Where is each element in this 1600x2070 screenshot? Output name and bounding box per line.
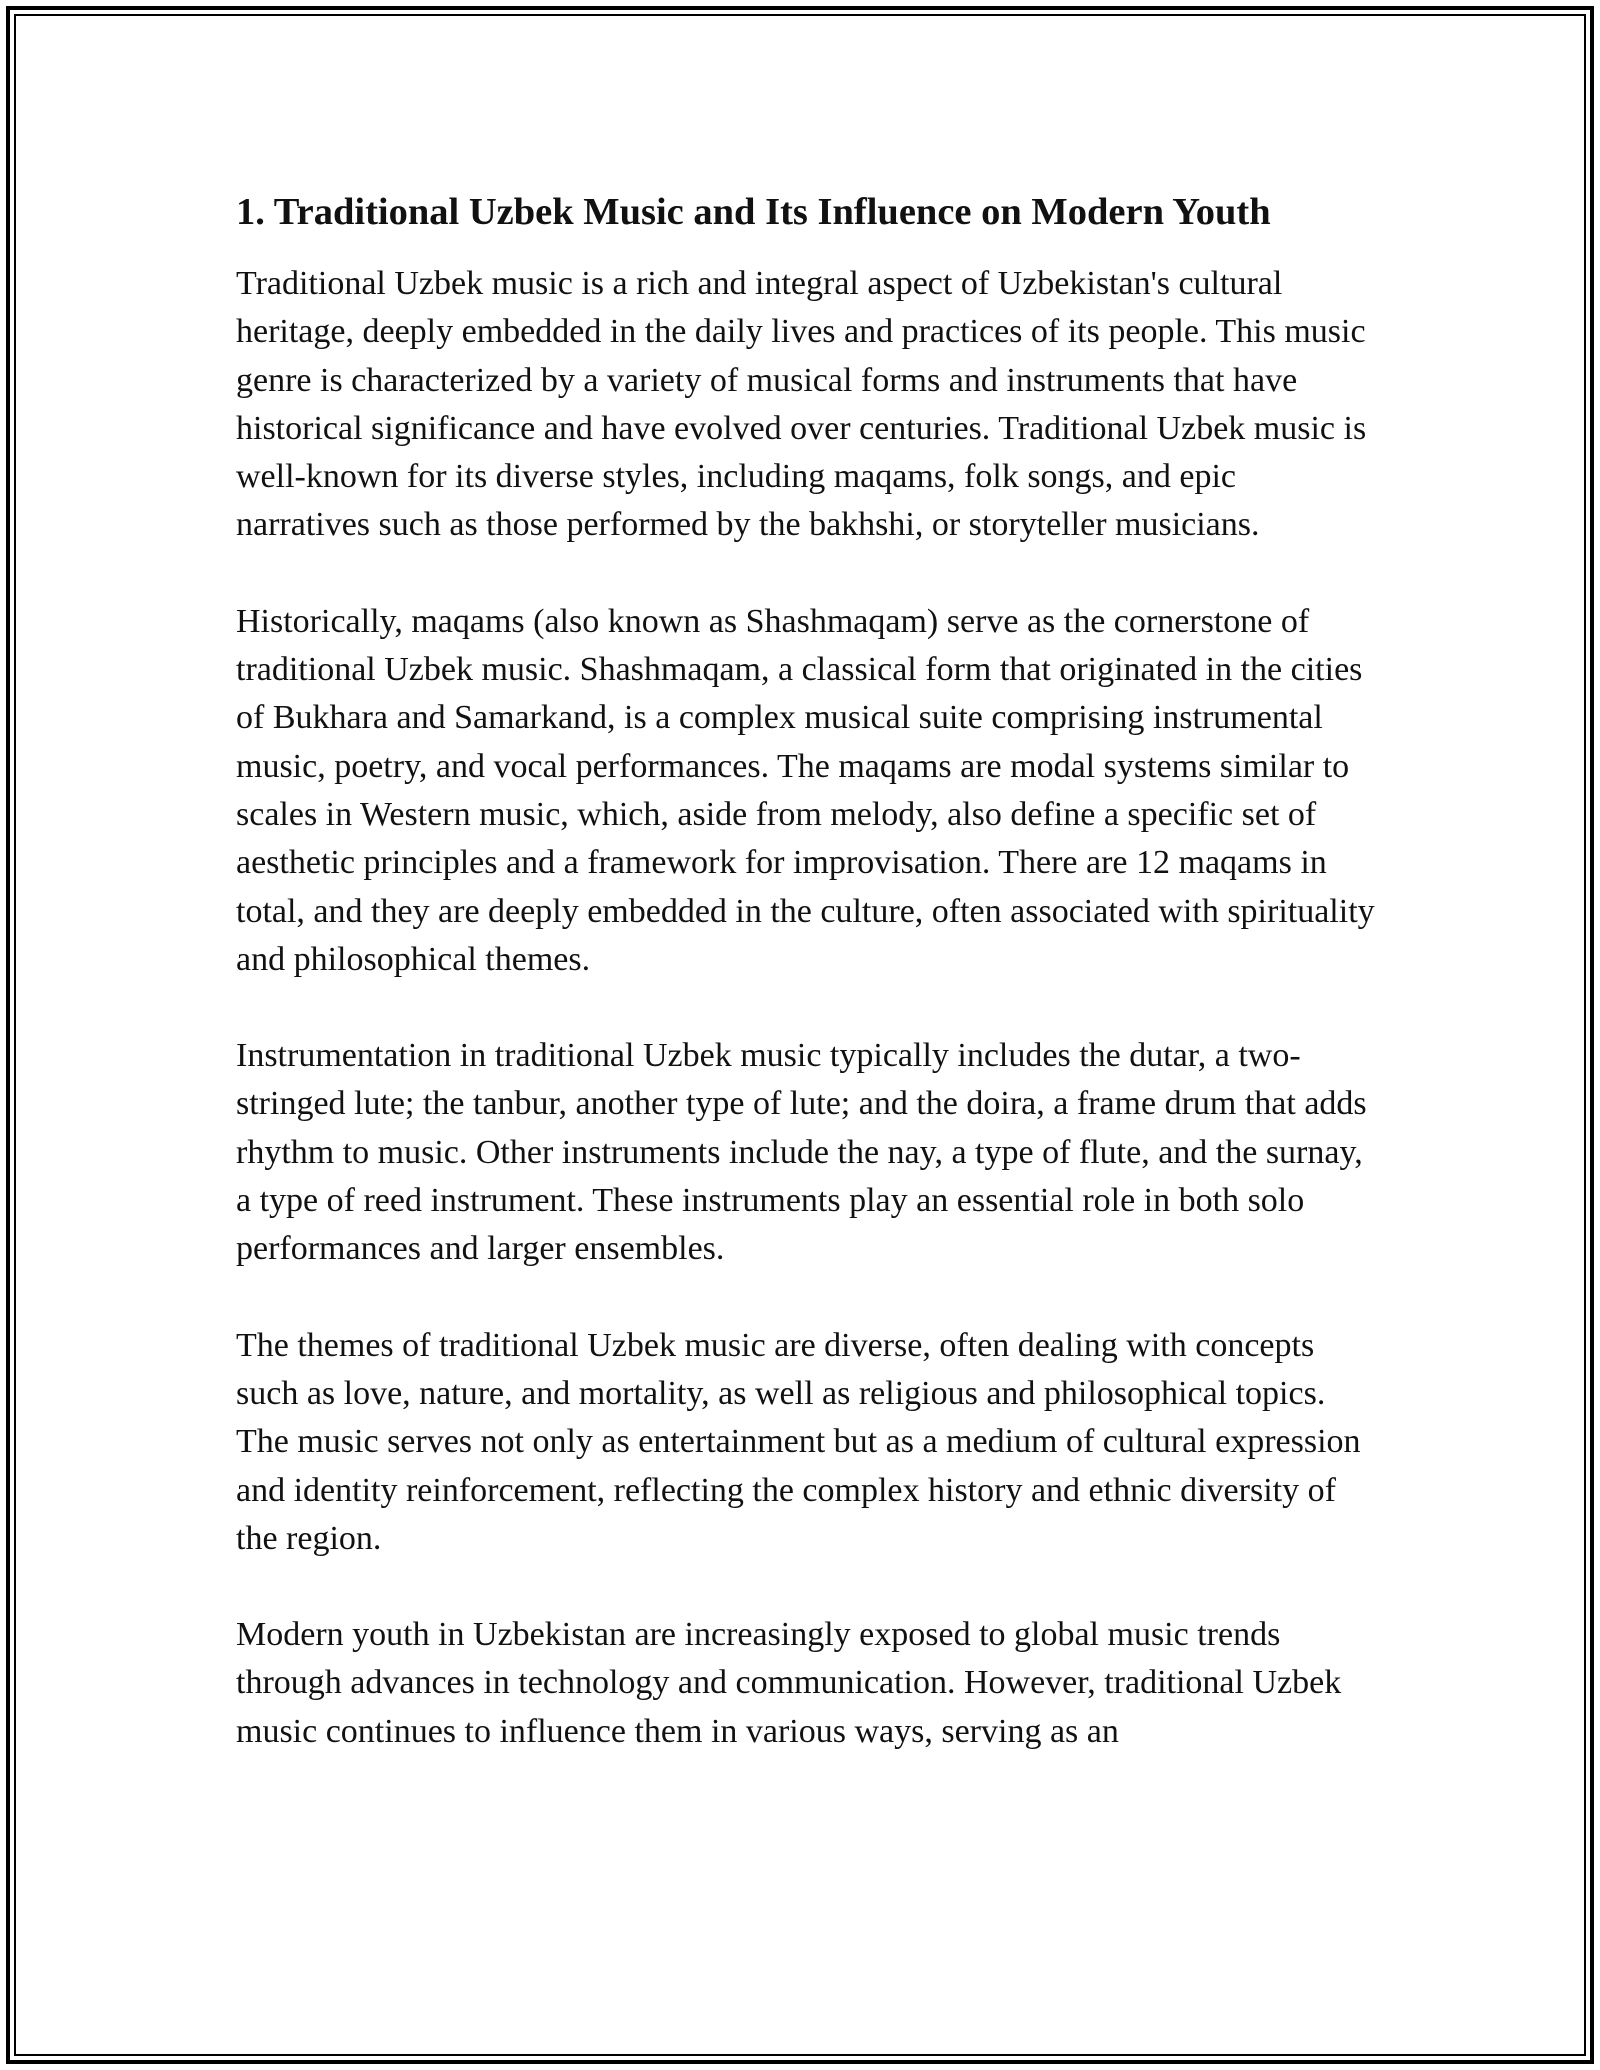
section-heading: 1. Traditional Uzbek Music and Its Influence on Modern Youth — [236, 191, 1271, 233]
document-page — [236, 184, 1376, 1756]
paragraph-maqams: Historically, maqams (also known as Shashmaqam) serve as the cornerstone of traditional Uzbek music. Shashmaqam, a classical form that originated in the cities of Bukhara and Samarkand, is a complex musical suite comprising instrumental music, poetry, and vocal performances. The maqams are modal systems similar to scales in Western music, which, aside from melody, also define a specific set of aesthetic principles and a framework for improvisation. There are 12 maqams in total, and they are deeply embedded in the culture, often associated with spirituality and philosophical themes. — [236, 602, 1375, 978]
paragraph-instrumentation: Instrumentation in traditional Uzbek music typically includes the dutar, a two-stringed lute; the tanbur, another type of lute; and the doira, a frame drum that adds rhythm to music. Other instruments include the nay, a type of flute, and the surnay, a type of reed instrument. These instruments play an essential role in both solo performances and larger ensembles. — [236, 1037, 1367, 1268]
paragraph-intro: Traditional Uzbek music is a rich and integral aspect of Uzbekistan's cultural heritage, deeply embedded in the daily lives and practices of its people. This music genre is characterized by a variety of musical forms and instruments that have historical significance and have evolved over centuries. Traditional Uzbek music is well-known for its diverse styles, including maqams, folk songs, and epic narratives such as those performed by the bakhshi, or storyteller musicians. — [236, 265, 1367, 544]
paragraph-themes: The themes of traditional Uzbek music are diverse, often dealing with concepts such as love, nature, and mortality, as well as religious and philosophical topics. The music serves not only as entertainment but as a medium of cultural expression and identity reinforcement, reflecting the complex history and ethnic diversity of the region. — [236, 1326, 1361, 1557]
paragraph-modern-youth: Modern youth in Uzbekistan are increasingly exposed to global music trends through advances in technology and communication. However, traditional Uzbek music continues to influence them in various ways, serving as an — [236, 1616, 1342, 1750]
